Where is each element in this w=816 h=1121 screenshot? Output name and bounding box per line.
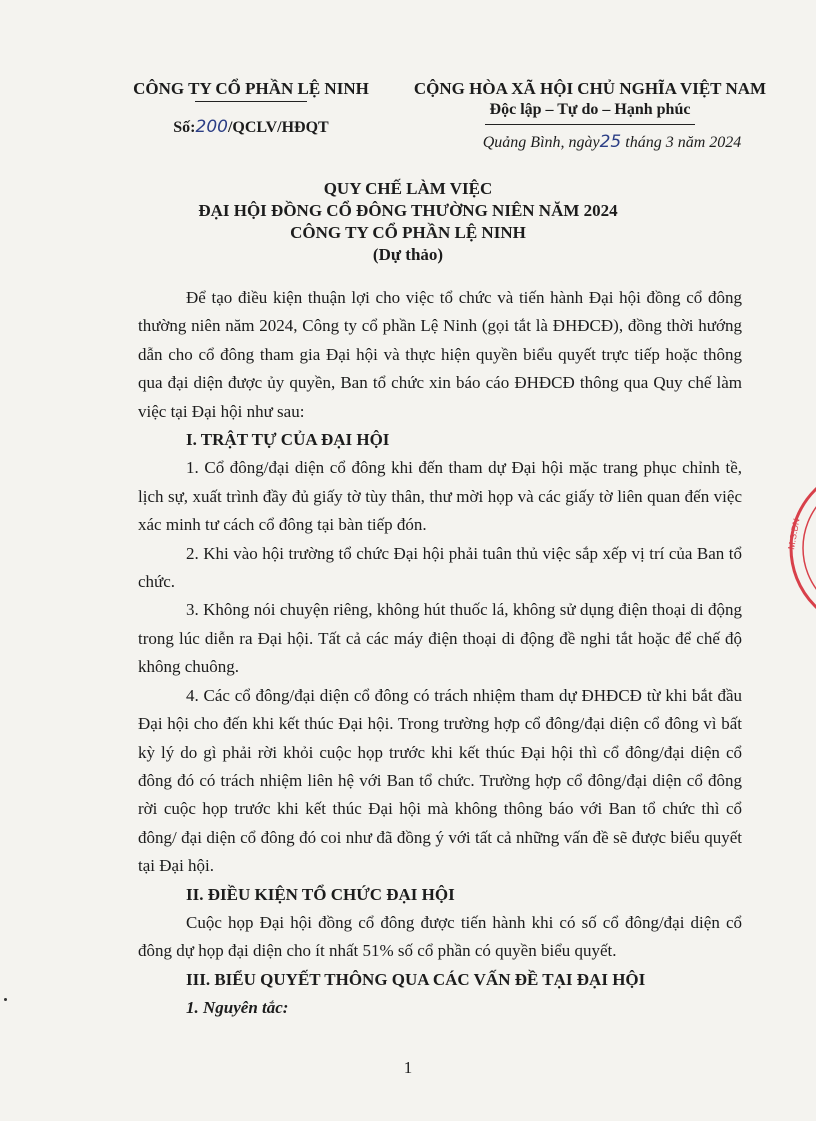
document-number: [126, 116, 376, 139]
document-title: [120, 178, 696, 266]
title-draft-note: (Dự thảo): [372, 245, 444, 264]
intro-paragraph: Để tạo điều kiện thuận lợi cho việc tổ chức và tiến hành Đại hội đồng cổ đông thường niên năm 2024, Công ty cổ phần Lệ Ninh (gọi tắt là ĐHĐCĐ), đồng thời hướng dẫn cho cổ đông tham gia Đại hội và thực hiện quyền biểu quyết trực tiếp hoặc thông qua đại diện được ủy quyền, Ban tổ chức xin báo cáo ĐHĐCĐ thông qua Quy chế làm việc tại Đại hội như sau:: [138, 288, 742, 421]
company-underline: [195, 101, 307, 102]
doc-number-suffix: /QCLV/HĐQT: [227, 119, 329, 136]
issuer-block: [126, 78, 376, 139]
motto-underline: [485, 124, 695, 125]
section-1-item-4: 4. Các cổ đông/đại diện cổ đông có trách nhiệm tham dự ĐHĐCĐ từ khi bắt đầu Đại hội cho đến khi kết thúc Đại hội. Trong trường hợp cổ đông/đại diện cổ đông vì bất kỳ lý do gì phải rời khỏi cuộc họp trước khi kết thúc Đại hội thì cổ đông/đại diện cổ đông đó có trách nhiệm liên hệ với Ban tổ chức. Trường hợp cổ đông/đại diện cổ đông rời cuộc họp trước khi kết thúc Đại hội mà không thông báo với Ban tổ chức thì cổ đông/ đại diện cổ đông đó coi như đã đồng ý với tất cả những vấn đề sẽ được biểu quyết tại Đại hội.: [138, 685, 742, 876]
national-header: [410, 78, 770, 154]
doc-number-handwritten: 200: [195, 117, 228, 137]
date-prefix: Quảng Bình, ngày: [482, 134, 600, 151]
section-2-paragraph: Cuộc họp Đại hội đồng cổ đông được tiến hành khi có số cổ đông/đại diện cổ đông dự họp đại diện cho ít nhất 51% số cổ phần có quyền biểu quyết.: [138, 912, 742, 961]
nation-name: CỘNG HÒA XÃ HỘI CHỦ NGHĨA VIỆT NAM: [413, 79, 767, 98]
page-number: 1: [403, 1058, 413, 1077]
title-line-1: QUY CHẾ LÀM VIỆC: [323, 179, 493, 198]
date-suffix: tháng 3 năm 2024: [621, 134, 742, 151]
title-line-3: CÔNG TY CỔ PHẦN LỆ NINH: [290, 223, 526, 242]
issue-date: [410, 131, 770, 154]
document-body: [138, 284, 742, 1023]
doc-number-prefix: Số:: [173, 119, 196, 136]
title-line-2: ĐẠI HỘI ĐỒNG CỔ ĐÔNG THƯỜNG NIÊN NĂM 2024: [198, 201, 618, 220]
date-handwritten-day: 25: [599, 132, 622, 152]
section-1-item-1: 1. Cổ đông/đại diện cổ đông khi đến tham dự Đại hội mặc trang phục chỉnh tề, lịch sự, xuất trình đầy đủ giấy tờ tùy thân, thư mời họp và các giấy tờ liên quan đến việc xác minh tư cách cổ đông tại bàn tiếp đón.: [138, 458, 742, 535]
seal-text: M.S.DN: [786, 517, 802, 551]
national-motto: Độc lập – Tự do – Hạnh phúc: [489, 101, 691, 118]
scan-speck: [4, 998, 7, 1001]
company-seal-fragment: [778, 478, 816, 618]
section-1-item-3: 3. Không nói chuyện riêng, không hút thuốc lá, không sử dụng điện thoại di động trong lúc diễn ra Đại hội. Tất cả các máy điện thoại di động đề nghi tắt hoặc để chế độ không chuông.: [138, 600, 742, 677]
section-2-heading: II. ĐIỀU KIỆN TỔ CHỨC ĐẠI HỘI: [186, 884, 455, 904]
section-3-subheading-1: 1. Nguyên tắc:: [186, 998, 289, 1018]
section-1-item-2: 2. Khi vào hội trường tổ chức Đại hội phải tuân thủ việc sắp xếp vị trí của Ban tổ chức.: [138, 543, 742, 592]
section-1-heading: I. TRẬT TỰ CỦA ĐẠI HỘI: [186, 430, 390, 450]
section-3-heading: III. BIỂU QUYẾT THÔNG QUA CÁC VẤN ĐỀ TẠI ĐẠI HỘI: [186, 969, 646, 989]
company-name: CÔNG TY CỔ PHẦN LỆ NINH: [133, 79, 369, 98]
